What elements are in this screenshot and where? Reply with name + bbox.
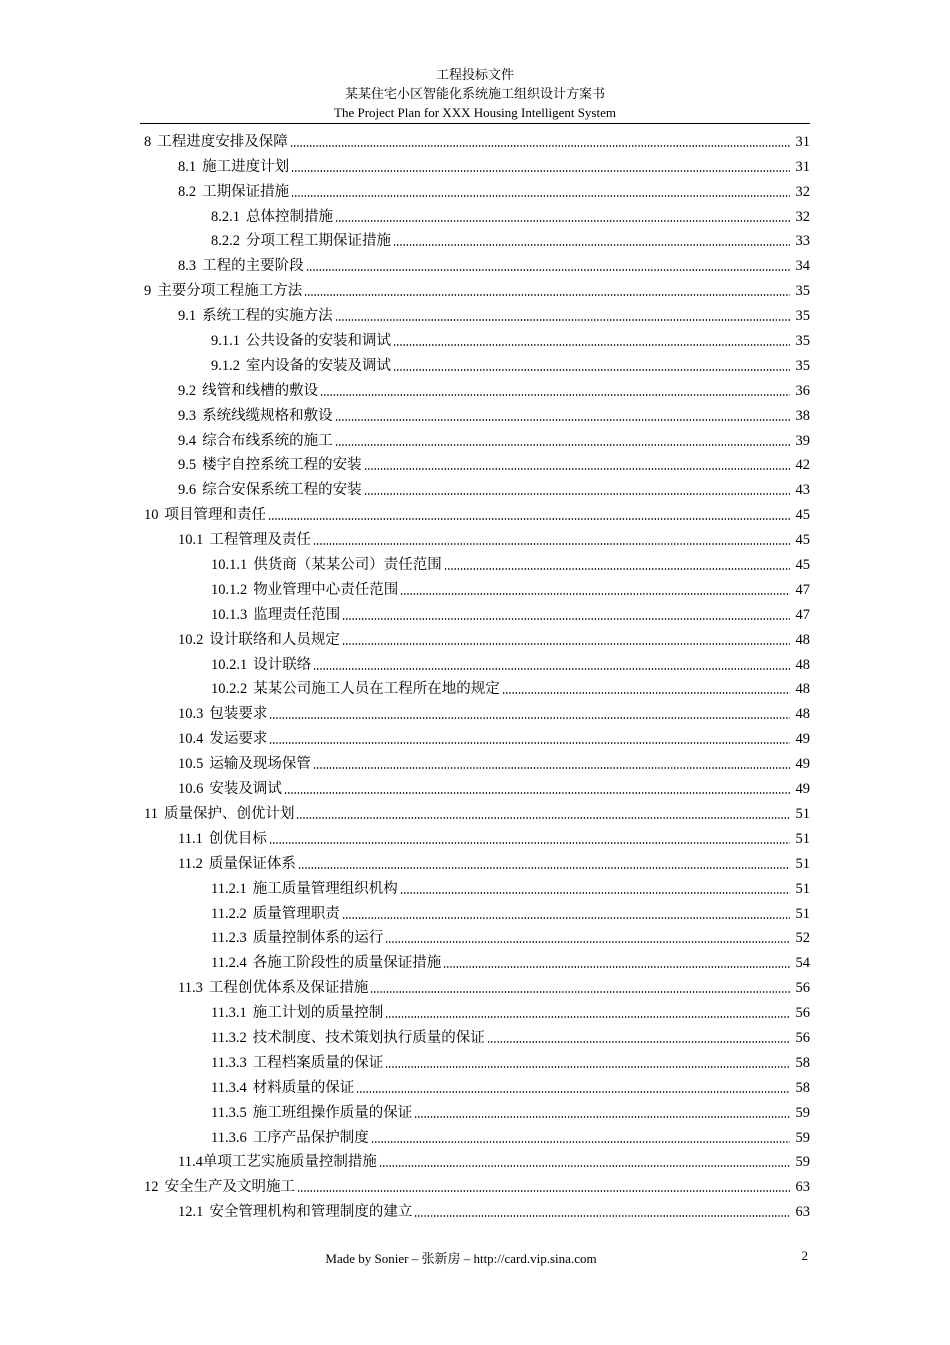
- toc-entry-title: 总体控制措施: [246, 208, 333, 225]
- toc-entry-number: 11.1: [178, 830, 203, 847]
- toc-entry-page: 45: [795, 557, 810, 574]
- toc-entry-title: 工程的主要阶段: [202, 258, 304, 275]
- toc-entry-number: 11.3.6: [211, 1129, 247, 1146]
- toc-dot-leader: [400, 593, 790, 595]
- toc-dot-leader: [379, 1165, 790, 1167]
- toc-entry-page: 63: [795, 1179, 810, 1196]
- toc-dot-leader: [393, 344, 790, 346]
- toc-entry-title: 安全生产及文明施工: [164, 1179, 295, 1196]
- toc-entry-page: 58: [795, 1054, 810, 1071]
- toc-entry-title: 施工质量管理组织机构: [252, 880, 398, 897]
- toc-entry[interactable]: [140, 898, 810, 923]
- toc-entry-title: 安全管理机构和管理制度的建立: [209, 1204, 413, 1221]
- toc-entry-title: 创优目标: [208, 830, 267, 847]
- toc-entry-number: 11: [144, 805, 158, 822]
- toc-entry-number: 11.2.1: [211, 880, 247, 897]
- toc-dot-leader: [370, 991, 790, 993]
- toc-entry[interactable]: [140, 599, 810, 624]
- toc-dot-leader: [414, 1116, 790, 1118]
- toc-entry-title: 某某公司施工人员在工程所在地的规定: [253, 681, 500, 698]
- toc-entry-number: 11.3: [178, 980, 203, 997]
- toc-entry-page: 35: [795, 308, 810, 325]
- toc-dot-leader: [335, 319, 790, 321]
- toc-entry-page: 31: [795, 133, 810, 150]
- toc-entry[interactable]: [140, 151, 810, 176]
- toc-entry-page: 45: [795, 507, 810, 524]
- toc-entry[interactable]: [140, 574, 810, 599]
- toc-entry-page: 48: [795, 656, 810, 673]
- toc-entry-page: 48: [795, 706, 810, 723]
- toc-entry-number: 11.3.2: [211, 1029, 247, 1046]
- toc-entry[interactable]: [140, 1097, 810, 1122]
- toc-entry[interactable]: [140, 1171, 810, 1196]
- toc-entry-page: 56: [795, 1029, 810, 1046]
- toc-entry-title: 材料质量的保证: [252, 1079, 355, 1096]
- toc-entry-page: 51: [795, 905, 810, 922]
- toc-dot-leader: [313, 767, 790, 769]
- toc-entry-page: 51: [795, 805, 810, 822]
- toc-entry-title: 综合布线系统的施工: [202, 432, 333, 449]
- toc-entry-page: 56: [795, 980, 810, 997]
- toc-entry-number: 8.2.2: [211, 233, 240, 250]
- toc-entry-number: 11.3.1: [211, 1005, 247, 1022]
- toc-entry-number: 11.2.3: [211, 930, 247, 947]
- toc-entry-number: 10.1: [178, 532, 204, 549]
- toc-dot-leader: [304, 294, 790, 296]
- toc-dot-leader: [268, 518, 790, 520]
- toc-dot-leader: [342, 917, 790, 919]
- toc-entry-page: 59: [795, 1129, 810, 1146]
- toc-entry-number: 10.4: [178, 731, 204, 748]
- toc-entry-number: 10.1.1: [211, 557, 248, 574]
- toc-entry-title: 项目管理和责任: [164, 507, 266, 524]
- toc-entry-number: 10.2: [178, 631, 204, 648]
- toc-dot-leader: [335, 220, 790, 222]
- toc-entry[interactable]: [140, 126, 810, 151]
- toc-entry-number: 11.3.4: [211, 1079, 247, 1096]
- toc-entry-number: 12.1: [178, 1204, 204, 1221]
- toc-dot-leader: [291, 170, 790, 172]
- header-document-type: 工程投标文件: [435, 67, 514, 82]
- toc-entry[interactable]: [140, 1196, 810, 1221]
- toc-entry-page: 35: [795, 333, 810, 350]
- toc-entry-number: 12: [144, 1179, 159, 1196]
- toc-entry-page: 49: [795, 731, 810, 748]
- toc-entry-title: 综合安保系统工程的安装: [202, 482, 362, 499]
- table-of-contents: [140, 126, 810, 1221]
- toc-entry[interactable]: [140, 1072, 810, 1097]
- toc-entry[interactable]: [140, 1122, 810, 1147]
- toc-entry[interactable]: [140, 176, 810, 201]
- toc-entry[interactable]: [140, 649, 810, 674]
- header-document-title: 某某住宅小区智能化系统施工组织设计方案书: [344, 86, 605, 101]
- toc-entry-page: 49: [795, 756, 810, 773]
- toc-entry-page: 36: [795, 382, 810, 399]
- toc-entry-page: 39: [795, 432, 810, 449]
- toc-entry-page: 63: [795, 1204, 810, 1221]
- toc-entry-number: 11.2.2: [211, 905, 247, 922]
- toc-entry-page: 31: [795, 158, 810, 175]
- toc-dot-leader: [502, 692, 790, 694]
- toc-entry-title: 系统工程的实施方法: [202, 308, 333, 325]
- header-divider: [140, 123, 810, 124]
- toc-entry-title: 分项工程工期保证措施: [246, 233, 391, 250]
- toc-entry-number: 11.2: [178, 855, 203, 872]
- toc-entry-title: 公共设备的安装和调试: [246, 333, 391, 350]
- toc-entry-page: 48: [795, 681, 810, 698]
- toc-entry-number: 9.5: [178, 457, 197, 474]
- toc-dot-leader: [393, 244, 790, 246]
- toc-dot-leader: [335, 419, 790, 421]
- toc-entry-number: 10.6: [178, 781, 204, 798]
- toc-entry[interactable]: [140, 698, 810, 723]
- toc-entry[interactable]: [140, 275, 810, 300]
- toc-entry[interactable]: [140, 549, 810, 574]
- toc-entry-title: 质量保护、创优计划: [163, 805, 295, 822]
- toc-entry-title: 施工计划的质量控制: [252, 1005, 384, 1022]
- toc-entry[interactable]: [140, 873, 810, 898]
- toc-entry-title: 施工班组操作质量的保证: [252, 1104, 413, 1121]
- toc-entry-page: 47: [795, 606, 810, 623]
- toc-entry-title: 工期保证措施: [202, 183, 290, 200]
- toc-entry[interactable]: [140, 201, 810, 226]
- toc-dot-leader: [385, 1016, 790, 1018]
- toc-dot-leader: [342, 618, 790, 620]
- toc-entry[interactable]: [140, 350, 810, 375]
- toc-entry[interactable]: [140, 947, 810, 972]
- toc-entry[interactable]: [140, 798, 810, 823]
- toc-entry[interactable]: [140, 499, 810, 524]
- toc-dot-leader: [313, 668, 790, 670]
- toc-dot-leader: [320, 394, 790, 396]
- toc-entry-number: 9.2: [178, 382, 197, 399]
- toc-entry[interactable]: [140, 1147, 810, 1172]
- toc-entry-number: 10.1.2: [211, 581, 248, 598]
- toc-entry[interactable]: [140, 1022, 810, 1047]
- toc-dot-leader: [269, 717, 790, 719]
- toc-entry-title: 包装要求: [209, 706, 268, 723]
- toc-entry-title: 技术制度、技术策划执行质量的保证: [252, 1029, 485, 1046]
- toc-entry[interactable]: [140, 773, 810, 798]
- toc-entry-title: 工程档案质量的保证: [252, 1054, 384, 1071]
- toc-dot-leader: [291, 195, 790, 197]
- toc-entry[interactable]: [140, 524, 810, 549]
- toc-entry-number: 9.1.1: [211, 333, 240, 350]
- toc-entry[interactable]: [140, 748, 810, 773]
- toc-entry-title: 供货商（某某公司）责任范围: [253, 557, 442, 574]
- toc-entry[interactable]: [140, 425, 810, 450]
- toc-entry-number: 9.1.2: [211, 357, 240, 374]
- toc-entry-page: 51: [795, 830, 810, 847]
- toc-entry-title: 安装及调试: [209, 781, 282, 798]
- toc-entry-title: 主要分项工程施工方法: [157, 283, 303, 300]
- toc-entry[interactable]: [140, 400, 810, 425]
- toc-dot-leader: [290, 145, 790, 147]
- toc-entry[interactable]: [140, 250, 810, 275]
- footer-page-number: 2: [801, 1248, 808, 1263]
- toc-dot-leader: [414, 1215, 790, 1217]
- toc-entry-title: 单项工艺实施质量控制措施: [202, 1154, 377, 1171]
- toc-entry-page: 59: [795, 1154, 810, 1171]
- toc-dot-leader: [269, 742, 790, 744]
- toc-entry-title: 设计联络和人员规定: [209, 631, 340, 648]
- toc-entry-number: 10.2.1: [211, 656, 248, 673]
- toc-entry[interactable]: [140, 1047, 810, 1072]
- toc-dot-leader: [297, 1190, 790, 1192]
- toc-entry-title: 质量控制体系的运行: [252, 930, 384, 947]
- toc-dot-leader: [284, 792, 790, 794]
- toc-entry-number: 8: [144, 133, 152, 150]
- toc-entry-number: 11.4: [178, 1154, 203, 1171]
- toc-entry-page: 58: [795, 1079, 810, 1096]
- toc-entry-title: 工序产品保护制度: [252, 1129, 369, 1146]
- toc-entry-number: 10: [144, 507, 159, 524]
- toc-dot-leader: [306, 269, 790, 271]
- toc-entry-page: 33: [795, 233, 810, 250]
- toc-entry-title: 楼宇自控系统工程的安装: [202, 457, 362, 474]
- toc-dot-leader: [356, 1091, 790, 1093]
- toc-entry-page: 49: [795, 781, 810, 798]
- toc-dot-leader: [298, 867, 790, 869]
- toc-entry-page: 51: [795, 855, 810, 872]
- toc-entry[interactable]: [140, 723, 810, 748]
- toc-entry-number: 8.2: [178, 183, 197, 200]
- toc-entry-title: 各施工阶段性的质量保证措施: [252, 955, 442, 972]
- toc-entry-page: 47: [795, 581, 810, 598]
- toc-dot-leader: [364, 493, 790, 495]
- toc-entry-title: 监理责任范围: [253, 606, 341, 623]
- toc-entry[interactable]: [140, 624, 810, 649]
- footer-credit: Made by Sonier – 张新房 – http://card.vip.sina.com: [325, 1251, 597, 1266]
- toc-entry-number: 8.2.1: [211, 208, 240, 225]
- toc-entry[interactable]: [140, 325, 810, 350]
- toc-entry[interactable]: [140, 823, 810, 848]
- toc-entry-title: 质量保证体系: [208, 855, 296, 872]
- toc-entry-page: 48: [795, 631, 810, 648]
- toc-entry[interactable]: [140, 674, 810, 699]
- toc-dot-leader: [313, 543, 790, 545]
- toc-entry-page: 54: [795, 955, 810, 972]
- toc-dot-leader: [400, 892, 790, 894]
- toc-entry-title: 工程管理及责任: [209, 532, 311, 549]
- toc-dot-leader: [393, 369, 790, 371]
- toc-entry-title: 设计联络: [253, 656, 312, 673]
- toc-dot-leader: [296, 817, 790, 819]
- toc-entry-title: 物业管理中心责任范围: [253, 581, 399, 598]
- toc-entry-number: 10.3: [178, 706, 204, 723]
- toc-entry-number: 8.3: [178, 258, 197, 275]
- toc-entry-number: 10.2.2: [211, 681, 248, 698]
- toc-entry-page: 45: [795, 532, 810, 549]
- toc-dot-leader: [443, 966, 790, 968]
- toc-entry-number: 11.3.5: [211, 1104, 247, 1121]
- toc-entry[interactable]: [140, 474, 810, 499]
- toc-entry-page: 38: [795, 407, 810, 424]
- toc-entry-number: 9.4: [178, 432, 197, 449]
- toc-entry-title: 线管和线槽的敷设: [202, 382, 319, 399]
- toc-dot-leader: [269, 842, 790, 844]
- toc-entry-page: 56: [795, 1005, 810, 1022]
- toc-entry-page: 35: [795, 357, 810, 374]
- toc-entry-number: 9: [144, 283, 152, 300]
- toc-entry[interactable]: [140, 226, 810, 251]
- toc-entry[interactable]: [140, 923, 810, 948]
- toc-dot-leader: [385, 941, 790, 943]
- header-english-title: The Project Plan for XXX Housing Intelligent System: [334, 105, 616, 120]
- toc-entry-title: 运输及现场保管: [209, 756, 311, 773]
- toc-entry-page: 34: [795, 258, 810, 275]
- toc-dot-leader: [335, 444, 790, 446]
- toc-entry-page: 51: [795, 880, 810, 897]
- toc-entry-number: 9.3: [178, 407, 197, 424]
- toc-entry-page: 43: [795, 482, 810, 499]
- toc-entry-number: 9.6: [178, 482, 197, 499]
- toc-entry[interactable]: [140, 972, 810, 997]
- toc-entry-page: 59: [795, 1104, 810, 1121]
- toc-entry-number: 10.5: [178, 756, 204, 773]
- toc-entry-page: 32: [795, 208, 810, 225]
- toc-entry[interactable]: [140, 450, 810, 475]
- toc-dot-leader: [364, 468, 790, 470]
- toc-entry-number: 11.3.3: [211, 1054, 247, 1071]
- toc-entry-title: 工程进度安排及保障: [157, 133, 288, 150]
- toc-entry[interactable]: [140, 848, 810, 873]
- toc-dot-leader: [444, 568, 790, 570]
- toc-entry[interactable]: [140, 375, 810, 400]
- toc-entry-title: 施工进度计划: [202, 158, 290, 175]
- toc-entry-page: 42: [795, 457, 810, 474]
- toc-entry-title: 质量管理职责: [252, 905, 340, 922]
- toc-dot-leader: [371, 1141, 790, 1143]
- toc-entry-page: 35: [795, 283, 810, 300]
- toc-entry-title: 系统线缆规格和敷设: [202, 407, 333, 424]
- toc-entry[interactable]: [140, 997, 810, 1022]
- toc-entry-number: 8.1: [178, 158, 197, 175]
- toc-entry-title: 室内设备的安装及调试: [246, 357, 391, 374]
- toc-entry-title: 发运要求: [209, 731, 268, 748]
- toc-entry-title: 工程创优体系及保证措施: [208, 980, 369, 997]
- toc-dot-leader: [487, 1041, 790, 1043]
- toc-entry-number: 10.1.3: [211, 606, 248, 623]
- toc-entry-page: 52: [795, 930, 810, 947]
- toc-entry-number: 9.1: [178, 308, 197, 325]
- toc-entry-number: 11.2.4: [211, 955, 247, 972]
- toc-entry-page: 32: [795, 183, 810, 200]
- toc-dot-leader: [342, 643, 790, 645]
- toc-entry[interactable]: [140, 300, 810, 325]
- toc-dot-leader: [385, 1066, 790, 1068]
